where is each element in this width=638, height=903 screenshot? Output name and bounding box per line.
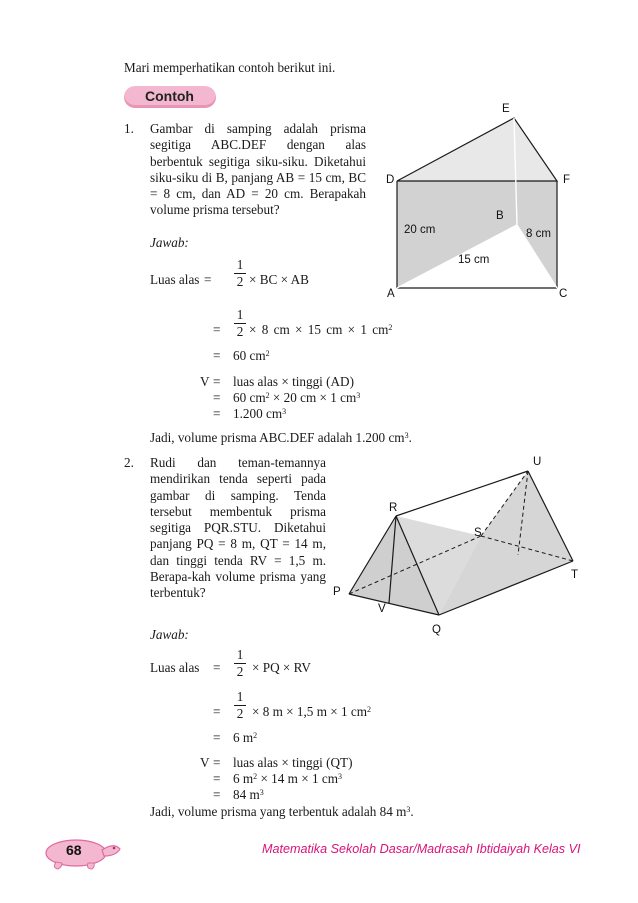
ex1-conclusion (150, 430, 412, 446)
ex1-conclusion-sup: 3 (404, 431, 409, 440)
ex1-v2-b: × 20 cm × 1 cm (272, 390, 357, 405)
label-t: T (571, 569, 579, 581)
ex1-question: Gambar di samping adalah prisma segitiga ABC.DEF dengan alas berbentuk segitiga siku-siku. Diketahui siku-siku di B, panjang AB = 15 cm, BC = 8 cm, dan AD = 20 cm. Berapakah volume prisma tersebut? (150, 121, 366, 218)
ex1-line2-sup: 2 (388, 323, 393, 332)
ex2-v2-b: × 14 m × 1 cm (260, 771, 338, 786)
label-f: F (563, 174, 571, 186)
contoh-label: Contoh (145, 88, 194, 104)
ex2-v2 (233, 771, 342, 787)
label-s: S (474, 527, 482, 539)
intro-text: Mari memperhatikan contoh berikut ini. (124, 60, 336, 75)
ex1-v1: luas alas × tinggi (AD) (233, 374, 354, 389)
ex1-line1-rest: × BC × AB (249, 272, 309, 287)
ex2-luas-label: Luas alas (150, 660, 200, 675)
ex2-line1-rest: × PQ × RV (252, 660, 311, 675)
ex2-v1: luas alas × tinggi (QT) (233, 755, 353, 770)
ex1-eq-3: = (213, 348, 221, 363)
tent-prism-figure (340, 455, 580, 630)
ex2-conclusion (150, 804, 414, 820)
ex1-conclusion-end: . (408, 430, 412, 445)
turtle-leg-2 (88, 863, 95, 869)
label-r: R (389, 502, 398, 514)
ex2-v3-val: 84 m (233, 787, 260, 802)
ex2-jawab: Jawab: (150, 627, 189, 642)
ex1-fraction-2 (233, 308, 247, 339)
ex1-eq-4: = (213, 374, 221, 389)
ex1-line3 (233, 348, 270, 364)
ex2-eq-5: = (213, 771, 221, 786)
ex2-conclusion-text: Jadi, volume prisma yang terbentuk adalah 84 m (150, 804, 407, 819)
label-q: Q (432, 624, 441, 636)
ex2-number: 2. (124, 455, 134, 470)
ex2-conclusion-end: . (410, 804, 414, 819)
ex1-frac-num-2: 1 (236, 307, 244, 322)
label-c: C (559, 288, 568, 300)
turtle-page-badge (44, 836, 124, 870)
turtle-eye (113, 847, 116, 850)
prism-top-face (397, 118, 557, 181)
ex2-line2-rest: × 8 m × 1,5 m × 1 cm (252, 704, 367, 719)
ex2-v-label: V (200, 755, 210, 770)
ex1-v2b-sup: 3 (356, 391, 361, 400)
ex1-frac-den-1: 2 (236, 274, 244, 289)
ex2-v3 (233, 787, 264, 803)
label-bc-length: 8 cm (526, 228, 551, 240)
ex1-conclusion-text: Jadi, volume prisma ABC.DEF adalah 1.200 cm (150, 430, 405, 445)
ex1-line2-rest: × 8 cm × 15 cm × 1 cm (249, 322, 389, 337)
ex2-v2-sup: 2 (253, 772, 258, 781)
contoh-badge (124, 86, 216, 108)
ex1-jawab: Jawab: (150, 235, 189, 250)
page-number: 68 (66, 842, 82, 858)
ex1-v2-a: 60 cm (233, 390, 266, 405)
ex1-line3-sup: 2 (265, 349, 270, 358)
ex1-eq-2: = (213, 322, 221, 337)
ex2-frac-den-2: 2 (236, 706, 244, 721)
ex2-line3-val: 6 m (233, 730, 254, 745)
footer-book-title: Matematika Sekolah Dasar/Madrasah Ibtidaiyah Kelas VI (262, 842, 581, 856)
ex2-v2b-sup: 3 (337, 772, 342, 781)
ex1-eq-5: = (213, 390, 221, 405)
turtle-head (102, 846, 120, 856)
label-e: E (502, 103, 510, 115)
ex2-line2 (252, 704, 371, 720)
ex2-eq-3: = (213, 730, 221, 745)
label-b: B (496, 210, 504, 222)
ex1-v3 (233, 406, 286, 422)
label-u: U (533, 456, 542, 468)
label-v: V (378, 603, 386, 615)
ex1-eq-1: = (204, 272, 212, 287)
ex1-v-label: V (200, 374, 210, 389)
ex2-eq-1: = (213, 660, 221, 675)
ex2-fraction-2 (233, 690, 247, 721)
ex2-frac-num-1: 1 (236, 647, 244, 662)
ex2-conclusion-sup: 3 (406, 805, 411, 814)
ex1-line3-val: 60 cm (233, 348, 266, 363)
ex1-luas-label: Luas alas (150, 272, 200, 287)
ex1-v3-sup: 3 (282, 407, 287, 416)
ex2-v2-a: 6 m (233, 771, 254, 786)
ex1-v2 (233, 390, 360, 406)
label-d: D (386, 174, 395, 186)
ex1-v3-val: 1.200 cm (233, 406, 283, 421)
ex1-eq-6: = (213, 406, 221, 421)
ex2-eq-4: = (213, 755, 221, 770)
ex1-number: 1. (124, 121, 134, 136)
ex1-frac-num-1: 1 (236, 257, 244, 272)
ex1-v2-sup: 2 (265, 391, 270, 400)
ex2-v3-sup: 3 (259, 788, 264, 797)
prism-abcdef-figure (380, 100, 580, 305)
ex2-eq-2: = (213, 704, 221, 719)
ex2-question: Rudi dan teman-temannya mendirikan tenda seperti pada gambar di samping. Tenda tersebut membentuk prisma segitiga PQR.STU. Diketahui panjang PQ = 8 m, QT = 14 m, dan tinggi tenda RV = 1,5 m. Berapa-kah volume prisma yang terbentuk? (150, 455, 326, 601)
ex2-line3-sup: 2 (253, 731, 258, 740)
turtle-leg (54, 862, 62, 869)
ex1-frac-den-2: 2 (236, 324, 244, 339)
ex2-fraction-1 (233, 648, 247, 679)
ex2-eq-6: = (213, 787, 221, 802)
ex1-fraction-1 (233, 258, 247, 289)
label-a: A (387, 288, 395, 300)
label-p: P (333, 586, 341, 598)
ex2-line3 (233, 730, 257, 746)
ex2-frac-den-1: 2 (236, 664, 244, 679)
ex2-frac-num-2: 1 (236, 689, 244, 704)
ex2-line2-sup: 2 (367, 705, 371, 714)
label-ab-length: 15 cm (458, 254, 490, 266)
label-ad-length: 20 cm (404, 224, 436, 236)
ex1-line2 (249, 322, 392, 338)
